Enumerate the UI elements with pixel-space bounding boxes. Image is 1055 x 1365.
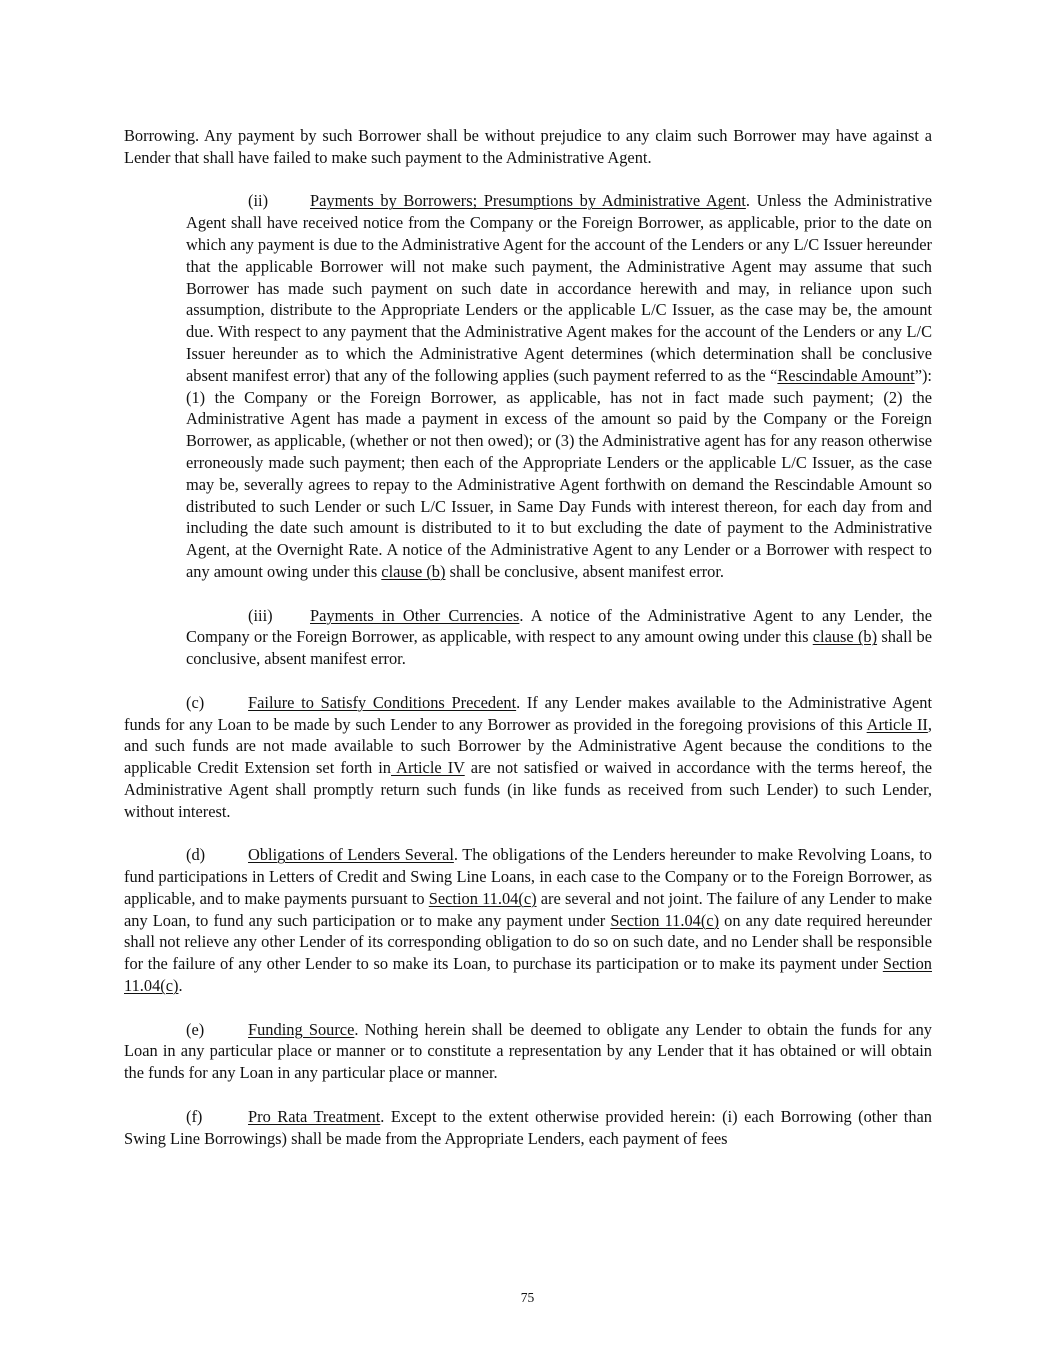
heading-c: Failure to Satisfy Conditions Precedent — [248, 692, 517, 712]
heading-d: Obligations of Lenders Several — [248, 845, 454, 865]
text-d-d: . — [178, 976, 183, 996]
document-body — [124, 125, 932, 1149]
text-iii-a: . A notice of the Administrative Agent to any Lender, the Company or the Foreign Borrower, as applicable, with respect to any amount owing under this — [186, 605, 932, 647]
text-d-b: are several and not joint. The failure of any Lender to make any Loan, to fund any such participation or to make any payment under — [124, 888, 932, 930]
clause-number-iii: (iii) — [248, 605, 273, 625]
text-ii-a: . Unless the Administrative Agent shall have received notice from the Company or the Foreign Borrower, as applicable, prior to the date on which any payment is due to the Administrative Agent for the account of the Lenders or any L/C Issuer hereunder that the applicable Borrower will not make such payment, the Administrative Agent may assume that such Borrower has made such payment on such date in accordance herewith and may, in reliance upon such assumption, distribute to the Appropriate Lenders or the applicable L/C Issuer, as the case may be, the amount due. With respect to any payment that the Administrative Agent makes for the account of the Lenders or any L/C Issuer hereunder as to which the Administrative Agent determines (which determination shall be conclusive absent manifest error) that any of the following applies (such payment referred to as the “ — [186, 191, 933, 385]
paragraph-e — [124, 1019, 932, 1084]
heading-iii: Payments in Other Currencies — [310, 605, 520, 625]
cross-reference-article-iv[interactable]: Article IV — [391, 758, 465, 778]
heading-e: Funding Source — [248, 1019, 355, 1039]
paragraph-f — [124, 1106, 932, 1150]
clause-number-ii: (ii) — [248, 191, 269, 211]
text-d-a: . The obligations of the Lenders hereunder to make Revolving Loans, to fund participations in Letters of Credit and Swing Line Loans, in each case to the Company or to the Foreign Borrower, as applicable, and to make payments pursuant to — [124, 845, 932, 908]
clause-number-d: (d) — [186, 845, 206, 865]
cross-reference-article-ii[interactable]: Article II — [866, 714, 928, 734]
cross-reference-clause-b[interactable]: clause (b) — [381, 561, 446, 581]
defined-term-rescindable-amount: Rescindable Amount — [777, 365, 915, 385]
cross-reference-section-11-04c[interactable]: Section 11.04(c) — [610, 910, 720, 930]
page-number: 75 — [520, 1290, 535, 1305]
text-ii-c: shall be conclusive, absent manifest error. — [445, 561, 725, 581]
cross-reference-section-11-04c[interactable]: Section 11.04(c) — [428, 888, 537, 908]
paragraph-iii — [186, 605, 932, 670]
paragraph-c — [124, 692, 932, 823]
text-iii-b: shall be conclusive, absent manifest error. — [186, 627, 933, 669]
paragraph-ii — [186, 190, 932, 582]
text-e-a: . Nothing herein shall be deemed to obligate any Lender to obtain the funds for any Loan in any particular place or manner or to constitute a representation by any Lender that it has obtained or will obtain the funds for any Loan in any particular place or manner. — [124, 1019, 932, 1083]
text-f-a: . Except to the extent otherwise provided herein: (i) each Borrowing (other than Swing Line Borrowings) shall be made from the Appropriate Lenders, each payment of fees — [124, 1106, 932, 1148]
clause-number-f: (f) — [186, 1106, 203, 1126]
clause-number-e: (e) — [186, 1019, 205, 1039]
text-ii-b: ”): (1) the Company or the Foreign Borrower, as applicable, has not in fact made such payment; (2) the Administrative Agent has made a payment in excess of the amount so paid by the Company or the Foreign Borrower, as applicable, (whether or not then owed); or (3) the Administrative agent has for any reason otherwise erroneously made such payment; then each of the Appropriate Lenders or the applicable L/C Issuer, as the case may be, severally agrees to repay to the Administrative Agent forthwith on demand the Rescindable Amount so distributed to such Lender or such L/C Issuer, in Same Day Funds with interest thereon, for each day from and including the date such amount is distributed to it to but excluding the date of payment to the Administrative Agent, at the Overnight Rate. A notice of the Administrative Agent to any Lender or a Borrower with respect to any amount owing under this — [186, 365, 932, 581]
text-c-b: , and such funds are not made available to such Borrower by the Administrative Agent because the conditions to the applicable Credit Extension set forth in — [124, 714, 932, 778]
text-c-c: are not satisfied or waived in accordance with the terms hereof, the Administrative Agent shall promptly return such funds (in like funds as received from such Lender) to such Lender, without interest. — [124, 758, 933, 821]
clause-number-c: (c) — [186, 692, 205, 712]
text-c-a: . If any Lender makes available to the Administrative Agent funds for any Loan to be made by such Lender to any Borrower as provided in the foregoing provisions of this — [124, 692, 932, 734]
cross-reference-section-11-04c[interactable]: Section 11.04(c) — [124, 954, 932, 996]
paragraph-intro — [124, 125, 932, 169]
heading-ii: Payments by Borrowers; Presumptions by Administrative Agent — [310, 191, 746, 211]
text-d-c: on any date required hereunder shall not relieve any other Lender of its corresponding obligation to do so on such date, and no Lender shall be responsible for the failure of any other Lender to so make its Loan, to purchase its participation or to make its payment under — [124, 910, 932, 974]
heading-f: Pro Rata Treatment — [248, 1106, 381, 1126]
intro-text: Borrowing. Any payment by such Borrower shall be without prejudice to any claim such Borrower may have against a Lender that shall have failed to make such payment to the Administrative Agent. — [124, 126, 932, 167]
paragraph-d — [124, 844, 932, 997]
cross-reference-clause-b[interactable]: clause (b) — [812, 627, 878, 647]
